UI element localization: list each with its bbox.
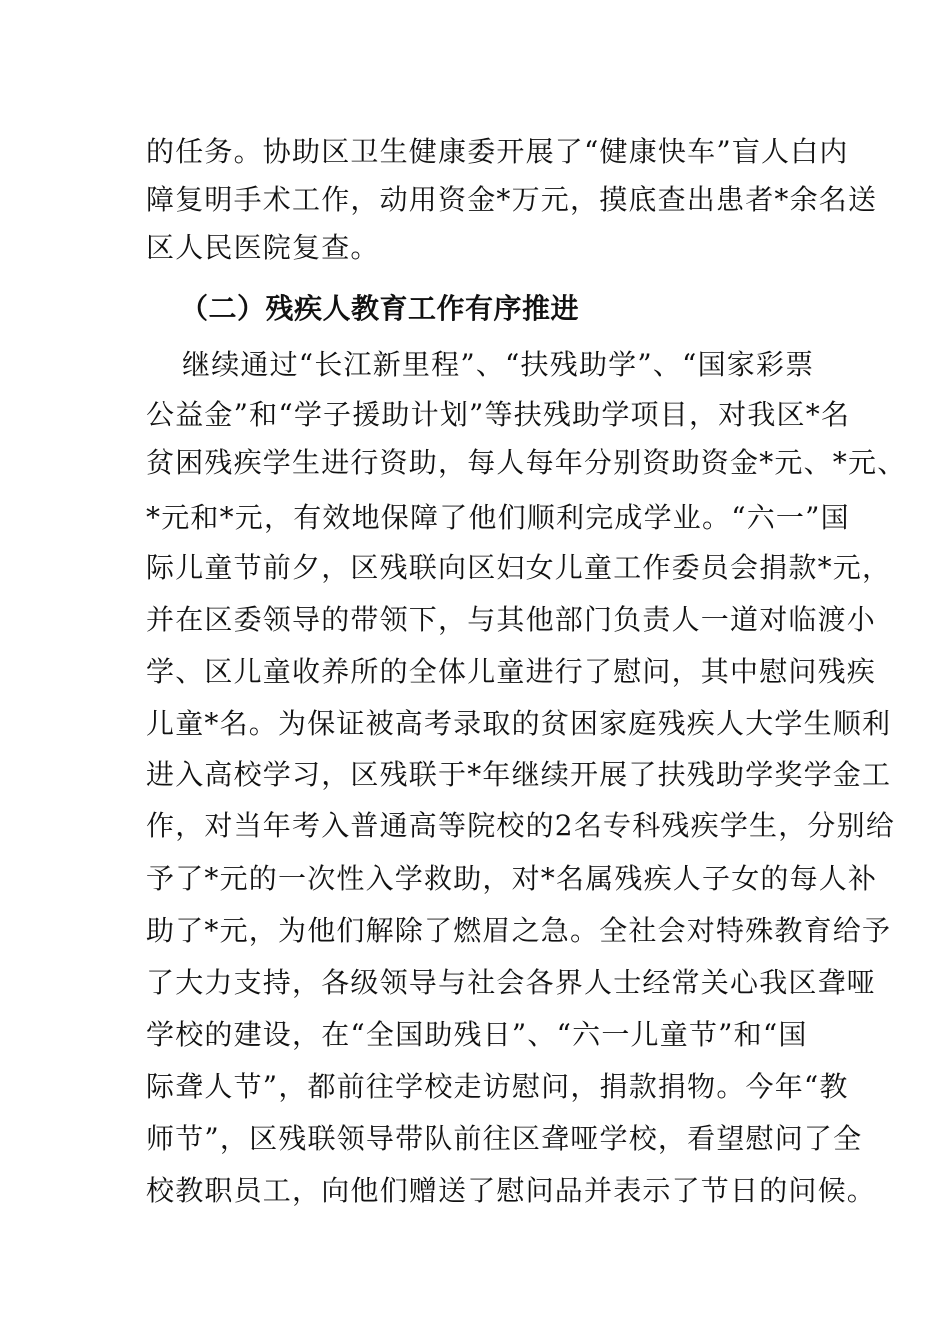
section-heading: （二）残疾人教育工作有序推进 (180, 292, 580, 325)
paragraph-line: 学、区儿童收养所的全体儿童进行了慰问，其中慰问残疾 (146, 655, 877, 688)
paragraph-line: 继续通过“长江新里程”、“扶残助学”、“国家彩票 (182, 348, 815, 381)
paragraph-line: 作，对当年考入普通高等院校的2名专科残疾学生，分别给 (146, 809, 896, 842)
paragraph-line: 公益金”和“学子援助计划”等扶残助学项目，对我区*名 (146, 398, 851, 431)
paragraph-line: 予了*元的一次性入学救助，对*名属残疾人子女的每人补 (146, 862, 878, 895)
paragraph-line: 障复明手术工作，动用资金*万元，摸底查出患者*余名送 (146, 183, 878, 216)
paragraph-line: 并在区委领导的带领下，与其他部门负责人一道对临渡小 (146, 603, 877, 636)
paragraph-line: 师节”，区残联领导带队前往区聋哑学校，看望慰问了全 (146, 1122, 863, 1155)
paragraph-line: 助了*元，为他们解除了燃眉之急。全社会对特殊教育给予 (146, 914, 892, 947)
paragraph-line: 儿童*名。为保证被高考录取的贫困家庭残疾人大学生顺利 (146, 707, 892, 740)
paragraph-line: 了大力支持，各级领导与社会各界人士经常关心我区聋哑 (146, 966, 877, 999)
paragraph-line: 学校的建设，在“全国助残日”、“六一儿童节”和“国 (146, 1018, 808, 1051)
paragraph-line: 的任务。协助区卫生健康委开展了“健康快车”盲人白内 (146, 135, 849, 168)
paragraph-line: 贫困残疾学生进行资助，每人每年分别资助资金*元、*元、 (146, 446, 907, 479)
paragraph-line: 际聋人节”，都前往学校走访慰问，捐款捐物。今年“教 (146, 1070, 849, 1103)
paragraph-line: 区人民医院复查。 (146, 231, 380, 264)
paragraph-line: 校教职员工，向他们赠送了慰问品并表示了节日的问候。 (146, 1174, 877, 1207)
paragraph-line: 进入高校学习，区残联于*年继续开展了扶残助学奖学金工 (146, 758, 892, 791)
paragraph-line: 际儿童节前夕，区残联向区妇女儿童工作委员会捐款*元， (146, 551, 892, 584)
paragraph-line: *元和*元，有效地保障了他们顺利完成学业。“六一”国 (146, 501, 850, 534)
